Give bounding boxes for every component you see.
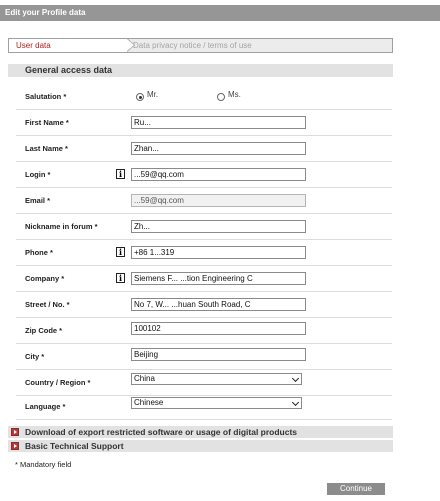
salutation-ms-label: Ms. — [228, 90, 241, 99]
nickname-label: Nickname in forum * — [25, 222, 98, 231]
country-row — [16, 370, 392, 396]
nickname-row — [16, 214, 392, 240]
expand-icon[interactable] — [11, 428, 19, 436]
country-select[interactable] — [131, 373, 302, 385]
expand-icon[interactable] — [11, 442, 19, 450]
salutation-ms-radio[interactable] — [217, 93, 225, 101]
login-input[interactable]: ...59@qq.com — [131, 168, 306, 181]
street-row — [16, 292, 392, 318]
info-icon[interactable]: i — [116, 273, 125, 283]
language-row — [16, 394, 392, 420]
nickname-input[interactable]: Zh... — [131, 220, 306, 233]
section-support-title: Basic Technical Support — [25, 441, 124, 451]
company-row — [16, 266, 392, 292]
country-value: China — [134, 374, 155, 383]
company-label: Company * — [25, 274, 65, 283]
language-value: Chinese — [134, 398, 164, 407]
street-input[interactable]: No 7, W... ...huan South Road, C — [131, 298, 306, 311]
city-row — [16, 344, 392, 370]
mandatory-note: * Mandatory field — [15, 460, 72, 469]
section-export-title: Download of export restricted software or usage of digital products — [25, 427, 298, 437]
section-basic-support[interactable] — [8, 440, 393, 452]
zip-label: Zip Code * — [25, 326, 63, 335]
zip-input[interactable]: 100102 — [131, 322, 306, 335]
first-name-row — [16, 110, 392, 136]
info-icon[interactable]: i — [116, 247, 125, 257]
city-input[interactable]: Beijing — [131, 348, 306, 361]
phone-label: Phone * — [25, 248, 53, 257]
section-title: General access data — [25, 65, 113, 75]
email-label: Email * — [25, 196, 51, 205]
progress-steps — [8, 38, 393, 53]
city-label: City * — [25, 352, 45, 361]
last-name-label: Last Name * — [25, 144, 68, 153]
company-input[interactable]: Siemens F... ...tion Engineering C — [131, 272, 306, 285]
zip-row — [16, 318, 392, 344]
last-name-input[interactable]: Zhan... — [131, 142, 306, 155]
first-name-input[interactable]: Ru... — [131, 116, 306, 129]
section-general-access — [8, 64, 393, 77]
salutation-label: Salutation * — [25, 92, 67, 101]
email-row — [16, 188, 392, 214]
step-user-data[interactable]: User data — [9, 39, 127, 52]
salutation-mr-radio[interactable] — [136, 93, 144, 101]
login-label: Login * — [25, 170, 51, 179]
language-label: Language * — [25, 402, 66, 411]
chevron-down-icon — [292, 375, 299, 382]
login-row — [16, 162, 392, 188]
phone-input[interactable]: +86 1...319 — [131, 246, 306, 259]
continue-button[interactable]: Continue — [327, 483, 385, 495]
info-icon[interactable]: i — [116, 169, 125, 179]
language-select[interactable] — [131, 397, 302, 409]
section-export-restricted[interactable] — [8, 426, 393, 438]
country-label: Country / Region * — [25, 378, 91, 387]
salutation-row — [16, 84, 392, 110]
page-title: Edit your Profile data — [0, 5, 440, 21]
chevron-down-icon — [292, 399, 299, 406]
last-name-row — [16, 136, 392, 162]
first-name-label: First Name * — [25, 118, 69, 127]
phone-row — [16, 240, 392, 266]
street-label: Street / No. * — [25, 300, 70, 309]
step-privacy-terms[interactable]: Data privacy notice / terms of use — [133, 41, 252, 50]
email-field: ...59@qq.com — [131, 194, 306, 207]
salutation-mr-label: Mr. — [147, 90, 159, 99]
